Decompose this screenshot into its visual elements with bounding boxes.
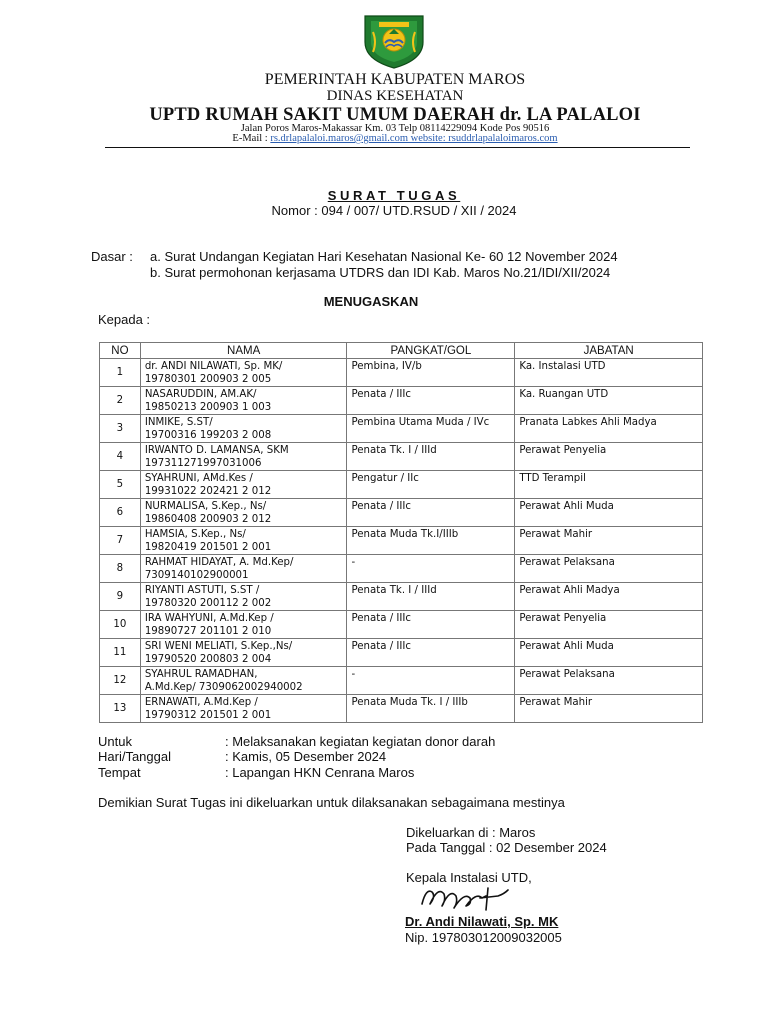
row-name-nip	[140, 359, 347, 387]
table-row	[100, 415, 703, 443]
row-rank: Penata Muda Tk. I / IIIb	[347, 695, 515, 723]
row-name-nip	[140, 415, 347, 443]
row-position: TTD Terampil	[515, 471, 703, 499]
row-rank: Penata Tk. I / IIId	[347, 443, 515, 471]
table-row	[100, 499, 703, 527]
row-name: IRWANTO D. LAMANSA, SKM	[144, 445, 289, 456]
row-rank: Pembina, IV/b	[347, 359, 515, 387]
letterhead-hospital: UPTD RUMAH SAKIT UMUM DAERAH dr. LA PALALOI	[149, 105, 641, 125]
handwritten-signature	[416, 878, 526, 918]
row-nip: 19790520 200803 2 004	[144, 654, 272, 665]
row-rank: Penata / IIIc	[347, 387, 515, 415]
row-name-nip	[140, 583, 347, 611]
letterhead-government: PEMERINTAH KABUPATEN MAROS	[264, 71, 526, 88]
table-header-row	[100, 343, 703, 359]
row-position: Perawat Ahli Muda	[515, 499, 703, 527]
row-nip: 7309140102900001	[144, 570, 249, 581]
letterhead-divider	[105, 147, 690, 148]
row-name: SYAHRUNI, AMd.Kes /	[144, 473, 253, 484]
row-name-nip	[140, 499, 347, 527]
signer-nip: Nip. 197803012009032005	[405, 930, 562, 945]
table-row	[100, 667, 703, 695]
row-rank: Penata Tk. I / IIId	[347, 583, 515, 611]
row-name: INMIKE, S.ST/	[144, 417, 213, 428]
closing-statement: Demikian Surat Tugas ini dikeluarkan untuk dilaksanakan sebagaimana mestinya	[98, 795, 565, 810]
purpose-label: Untuk	[98, 734, 132, 749]
row-name-nip	[140, 387, 347, 415]
row-name: ERNAWATI, A.Md.Kep /	[144, 697, 258, 708]
table-row	[100, 527, 703, 555]
column-header-pangkat: PANGKAT/GOL	[347, 343, 515, 359]
maros-regency-crest-icon	[359, 12, 429, 70]
row-nip: 19820419 201501 2 001	[144, 542, 272, 553]
basis-item-a: a. Surat Undangan Kegiatan Hari Kesehatan Nasional Ke- 60 12 November 2024	[150, 249, 618, 264]
row-position: Perawat Mahir	[515, 527, 703, 555]
row-nip: 19700316 199203 2 008	[144, 430, 272, 441]
row-name: NASARUDDIN, AM.AK/	[144, 389, 257, 400]
row-number: 8	[100, 555, 141, 583]
table-row	[100, 443, 703, 471]
row-nip: 19890727 201101 2 010	[144, 626, 272, 637]
row-name: SRI WENI MELIATI, S.Kep.,Ns/	[144, 641, 293, 652]
row-name-nip	[140, 555, 347, 583]
purpose-value: : Melaksanakan kegiatan kegiatan donor darah	[225, 734, 496, 749]
row-nip: 19931022 202421 2 012	[144, 486, 272, 497]
row-name-nip	[140, 443, 347, 471]
row-name-nip	[140, 471, 347, 499]
row-name: HAMSIA, S.Kep., Ns/	[144, 529, 246, 540]
letterhead-contact	[100, 133, 690, 145]
row-name: RIYANTI ASTUTI, S.ST /	[144, 585, 260, 596]
row-name: RAHMAT HIDAYAT, A. Md.Kep/	[144, 557, 294, 568]
signer-title: Kepala Instalasi UTD,	[406, 870, 532, 885]
row-position: Ka. Ruangan UTD	[515, 387, 703, 415]
row-position: Perawat Penyelia	[515, 443, 703, 471]
row-position: Perawat Mahir	[515, 695, 703, 723]
row-name-nip	[140, 667, 347, 695]
row-name-nip	[140, 611, 347, 639]
row-nip: A.Md.Kep/ 7309062002940002	[144, 682, 303, 693]
row-number: 3	[100, 415, 141, 443]
row-number: 5	[100, 471, 141, 499]
document-title: SURAT TUGAS	[327, 188, 461, 203]
row-name-nip	[140, 695, 347, 723]
row-position: Perawat Pelaksana	[515, 667, 703, 695]
row-nip: 19780320 200112 2 002	[144, 598, 272, 609]
date-label: Hari/Tanggal	[98, 749, 171, 764]
table-row	[100, 695, 703, 723]
issued-place: Dikeluarkan di : Maros	[406, 825, 536, 840]
email-website-link[interactable]: rs.drlapalaloi.maros@gmail.com website: rsuddrlapalaloimaros.com	[270, 133, 558, 144]
assignee-table	[99, 342, 703, 723]
row-name-nip	[140, 527, 347, 555]
row-nip: 19850213 200903 1 003	[144, 402, 272, 413]
table-row	[100, 359, 703, 387]
row-rank: Pembina Utama Muda / IVc	[347, 415, 515, 443]
recipient-label: Kepada :	[98, 312, 151, 327]
table-row	[100, 555, 703, 583]
table-row	[100, 583, 703, 611]
row-rank: Penata / IIIc	[347, 639, 515, 667]
letterhead-department: DINAS KESEHATAN	[326, 88, 464, 104]
row-position: Ka. Instalasi UTD	[515, 359, 703, 387]
row-nip: 197311271997031006	[144, 458, 262, 469]
row-rank: -	[347, 667, 515, 695]
document-number: Nomor : 094 / 007/ UTD.RSUD / XII / 2024	[271, 203, 517, 218]
table-row	[100, 611, 703, 639]
row-number: 4	[100, 443, 141, 471]
assignment-heading: MENUGASKAN	[323, 294, 419, 309]
row-nip: 19790312 201501 2 001	[144, 710, 272, 721]
row-number: 13	[100, 695, 141, 723]
row-position: Perawat Penyelia	[515, 611, 703, 639]
place-value: : Lapangan HKN Cenrana Maros	[225, 765, 415, 780]
row-number: 11	[100, 639, 141, 667]
signer-name: Dr. Andi Nilawati, Sp. MK	[405, 914, 559, 929]
place-label: Tempat	[98, 765, 141, 780]
row-number: 10	[100, 611, 141, 639]
email-label: E-Mail :	[232, 133, 271, 144]
table-row	[100, 387, 703, 415]
row-rank: Penata / IIIc	[347, 499, 515, 527]
table-row	[100, 639, 703, 667]
date-value: : Kamis, 05 Desember 2024	[225, 749, 387, 764]
row-position: Perawat Ahli Madya	[515, 583, 703, 611]
row-rank: Pengatur / IIc	[347, 471, 515, 499]
row-name: IRA WAHYUNI, A.Md.Kep /	[144, 613, 274, 624]
row-rank: -	[347, 555, 515, 583]
row-position: Perawat Ahli Muda	[515, 639, 703, 667]
row-number: 12	[100, 667, 141, 695]
column-header-nama: NAMA	[140, 343, 347, 359]
basis-label: Dasar :	[91, 249, 133, 264]
column-header-no: NO	[100, 343, 141, 359]
row-position: Perawat Pelaksana	[515, 555, 703, 583]
row-rank: Penata Muda Tk.I/IIIb	[347, 527, 515, 555]
issued-date: Pada Tanggal : 02 Desember 2024	[406, 840, 607, 855]
row-rank: Penata / IIIc	[347, 611, 515, 639]
row-number: 6	[100, 499, 141, 527]
row-number: 7	[100, 527, 141, 555]
row-name-nip	[140, 639, 347, 667]
basis-item-b: b. Surat permohonan kerjasama UTDRS dan IDI Kab. Maros No.21/IDI/XII/2024	[150, 265, 611, 280]
row-number: 2	[100, 387, 141, 415]
letterhead-address: Jalan Poros Maros-Makassar Km. 03 Telp 08114229094 Kode Pos 90516	[240, 123, 550, 134]
row-number: 1	[100, 359, 141, 387]
row-name: NURMALISA, S.Kep., Ns/	[144, 501, 267, 512]
row-name: dr. ANDI NILAWATI, Sp. MK/	[144, 361, 283, 372]
row-name: SYAHRUL RAMADHAN,	[144, 669, 258, 680]
row-number: 9	[100, 583, 141, 611]
table-row	[100, 471, 703, 499]
row-nip: 19860408 200903 2 012	[144, 514, 272, 525]
row-position: Pranata Labkes Ahli Madya	[515, 415, 703, 443]
row-nip: 19780301 200903 2 005	[144, 374, 272, 385]
column-header-jabatan: JABATAN	[515, 343, 703, 359]
